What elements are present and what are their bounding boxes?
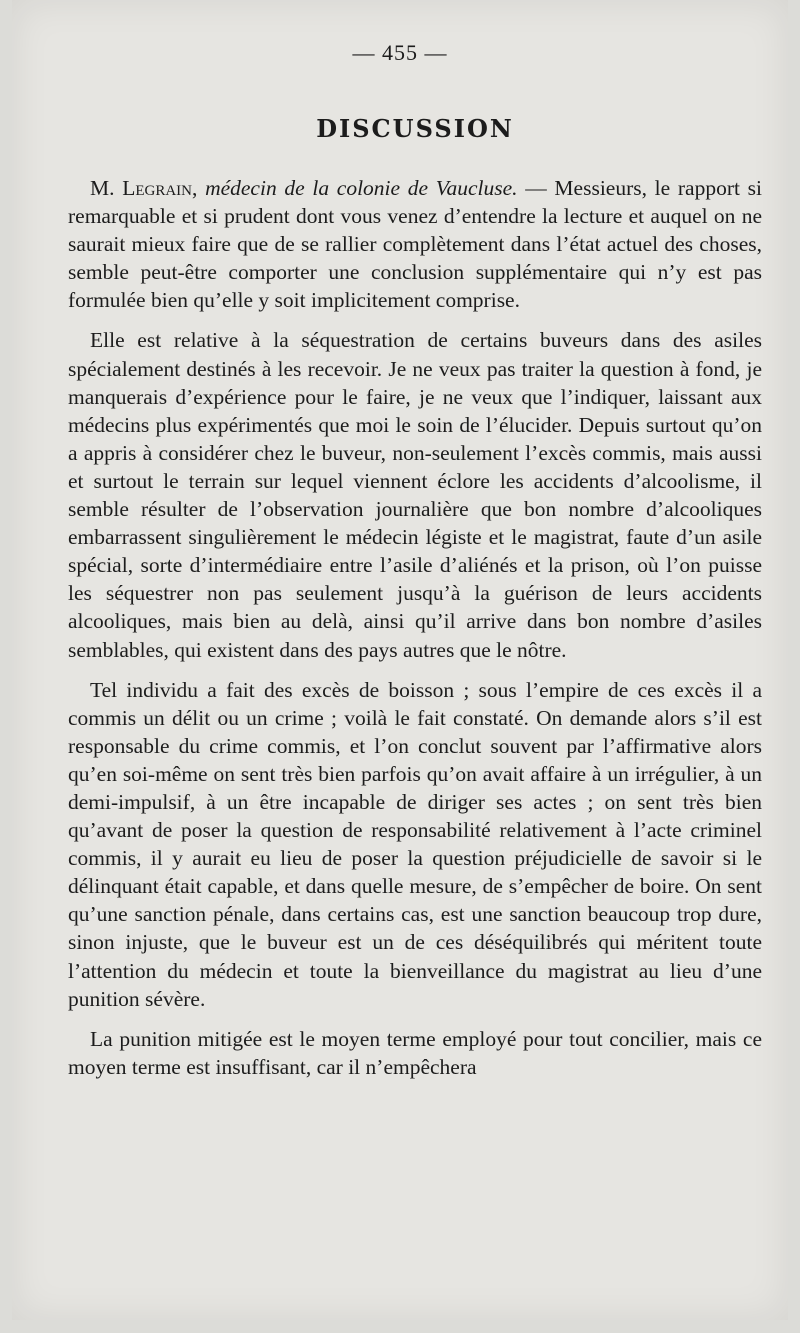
paragraph-3: Tel individu a fait des excès de boisson ; sous l’empire de ces excès il a commis un délit ou un crime ; voilà le fait constaté. On demande alors s’il est responsable du crime commis, et l’on conclut souvent par l’affirmative alors qu’en soi-même on sent très bien parfois qu’on avait affaire à un irrégulier, à un demi-impulsif, à un être incapable de diriger ses actes ; on sent très bien qu’avant de poser la question de responsabilité relativement à l’acte criminel commis, il y aurait eu lieu de poser la question préjudicielle de savoir si le délinquant était capable, et dans quelle mesure, de s’empêcher de boire. On sent qu’une sanction pénale, dans certains cas, est une sanction beaucoup trop dure, sinon injuste, que le buveur est un de ces déséquilibrés qui méritent toute l’attention du médecin et toute la bienveillance du magistrat au lieu d’une punition sévère. (68, 677, 762, 1011)
section-heading: DISCUSSION (316, 114, 514, 143)
speaker-role: médecin de la colonie de Vaucluse. (205, 176, 518, 200)
paragraph-1: M. Legrain, médecin de la colonie de Vaucluse. — Messieurs, le rapport si remarquable et si prudent dont vous venez d’entendre la lecture et auquel on ne saurait mieux faire que de se rallier complètement dans l’état actuel des choses, semble peut-être comporter une conclusion supplémentaire qui n’y est pas formulée bien qu’elle y soit implicitement comprise. (68, 176, 763, 313)
paragraph-4: La punition mitigée est le moyen terme employé pour tout concilier, mais ce moyen terme est insuffisant, car il n’empêchera (68, 1026, 762, 1079)
paragraph-1-text: — Messieurs, le rapport si remarquable et si prudent dont vous venez d’entendre la lecture et auquel on ne saurait mieux faire que de se rallier complètement dans l’état actuel des choses, semble peut-être comporter une conclusion supplémentaire qui n’y est pas formulée bien qu’elle y soit implicitement comprise. (68, 176, 763, 313)
speaker-name: Legrain (122, 176, 192, 200)
paragraph-2: Elle est relative à la séquestration de certains buveurs dans des asiles spécialement destinés à les recevoir. Je ne veux pas traiter la question à fond, je manquerais d’expérience pour le faire, je ne veux que l’indiquer, laissant aux médecins plus expérimentés que moi le soin de l’élucider. Depuis surtout qu’on a appris à considérer chez le buveur, non-seulement l’excès commis, mais aussi et surtout le terrain sur lequel viennent éclore les accidents d’alcoolisme, il semble résulter de l’observation journalière que bon nombre d’alcooliques embarrassent singulièrement le médecin légiste et le magistrat, faute d’un asile spécial, sorte d’intermédiaire entre l’asile d’aliénés et la prison, où l’on puisse les séquestrer non pas seulement jusqu’à la guérison de leurs accidents alcooliques, mais bien au delà, ainsi qu’il arrive dans bon nombre d’asiles semblables, qui existent dans des pays autres que le nôtre. (68, 328, 762, 662)
speaker-prefix: M. (90, 176, 123, 200)
page-number: — 455 — (352, 40, 448, 65)
body-text (68, 174, 762, 1093)
